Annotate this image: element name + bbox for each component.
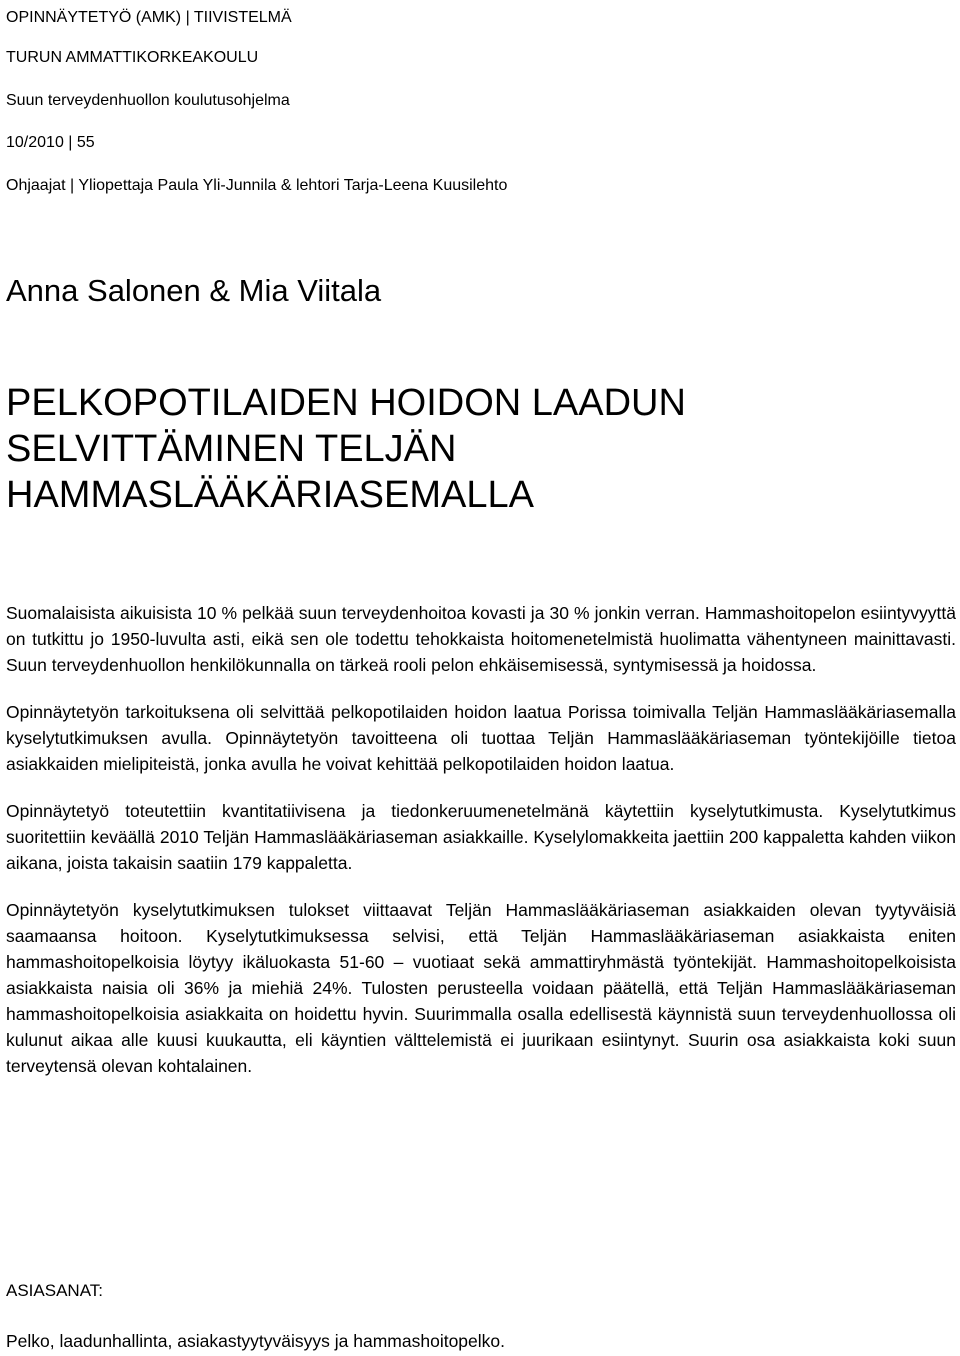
title-line: SELVITTÄMINEN TELJÄN [6,428,457,470]
supervisors-line: Ohjaajat | Yliopettaja Paula Yli-Junnila & lehtori Tarja-Leena Kuusilehto [6,177,508,194]
abstract-paragraph: Opinnäytetyö toteutettiin kvantitatiivisena ja tiedonkeruumenetelmänä käytettiin kyselytutkimusta. Kyselytutkimus suoritettiin keväällä 2010 Teljän Hammaslääkäriaseman asiakkaille. Kyselylomakkeita jaettiin 200 kappaletta kahden viikon aikana, joista takaisin saatiin 179 kappaletta. [6,801,956,873]
date-pages-line: 10/2010 | 55 [6,134,95,151]
doc-type-line: OPINNÄYTETYÖ (AMK) | TIIVISTELMÄ [6,9,292,26]
keywords-label: ASIASANAT: [6,1281,103,1300]
abstract-paragraph: Opinnäytetyön kyselytutkimuksen tulokset viittaavat Teljän Hammaslääkäriaseman asiakkaiden olevan tyytyväisiä saamaansa hoitoon. Kyselytutkimuksessa selvisi, että Teljän Hammaslääkäriaseman asiakkaista eniten hammashoitopelkoisia löytyy ikäluokasta 51-60 – vuotiaat sekä ammattiryhmästä työntekijät. Hammashoitopelkoisista asiakkaista naisia oli 36% ja miehiä 24%. Tulosten perusteella voidaan päätellä, että Teljän Hammaslääkäriaseman hammashoitopelkoisia asiakkaita on hoidettu hyvin. Suurimmalla osalla edellisestä käynnistä suun terveydenhuollossa oli kulunut aikaa alle kuusi kuukautta, eli käyntien välttelemistä ei juurikaan esiintynyt. Suurin osa asiakkaista koki suun terveytensä olevan kohtalainen. [6,900,956,1076]
program-line: Suun terveydenhuollon koulutusohjelma [6,92,290,109]
abstract-paragraph: Opinnäytetyön tarkoituksena oli selvittää pelkopotilaiden hoidon laatua Porissa toimivalla Teljän Hammaslääkäriasemalla kyselytutkimuksen avulla. Opinnäytetyön tavoitteena oli tuottaa Teljän Hammaslääkäriaseman työntekijöille tietoa asiakkaiden mielipiteistä, jonka avulla he voivat kehittää pelkopotilaiden hoidon laatua. [6,702,956,774]
institution-line: TURUN AMMATTIKORKEAKOULU [6,49,259,66]
keywords: Pelko, laadunhallinta, asiakastyytyväisyys ja hammashoitopelko. [6,1331,506,1351]
abstract [6,600,956,1100]
abstract-paragraph: Suomalaisista aikuisista 10 % pelkää suun terveydenhoitoa kovasti ja 30 % jonkin verran. Hammashoitopelon esiintyvyyttä on tutkittu jo 1950-luvulta asti, eikä sen ole todettu tehokkaista hoitomenetelmistä huolimatta vähentyneen mainittavasti. Suun terveydenhuollon henkilökunnalla on tärkeä rooli pelon ehkäisemisessä, syntymisessä ja hoidossa. [6,603,956,675]
authors: Anna Salonen & Mia Viitala [6,273,382,308]
title-line: PELKOPOTILAIDEN HOIDON LAADUN [6,382,686,424]
title-line: HAMMASLÄÄKÄRIASEMALLA [6,474,534,516]
thesis-title [6,380,946,518]
